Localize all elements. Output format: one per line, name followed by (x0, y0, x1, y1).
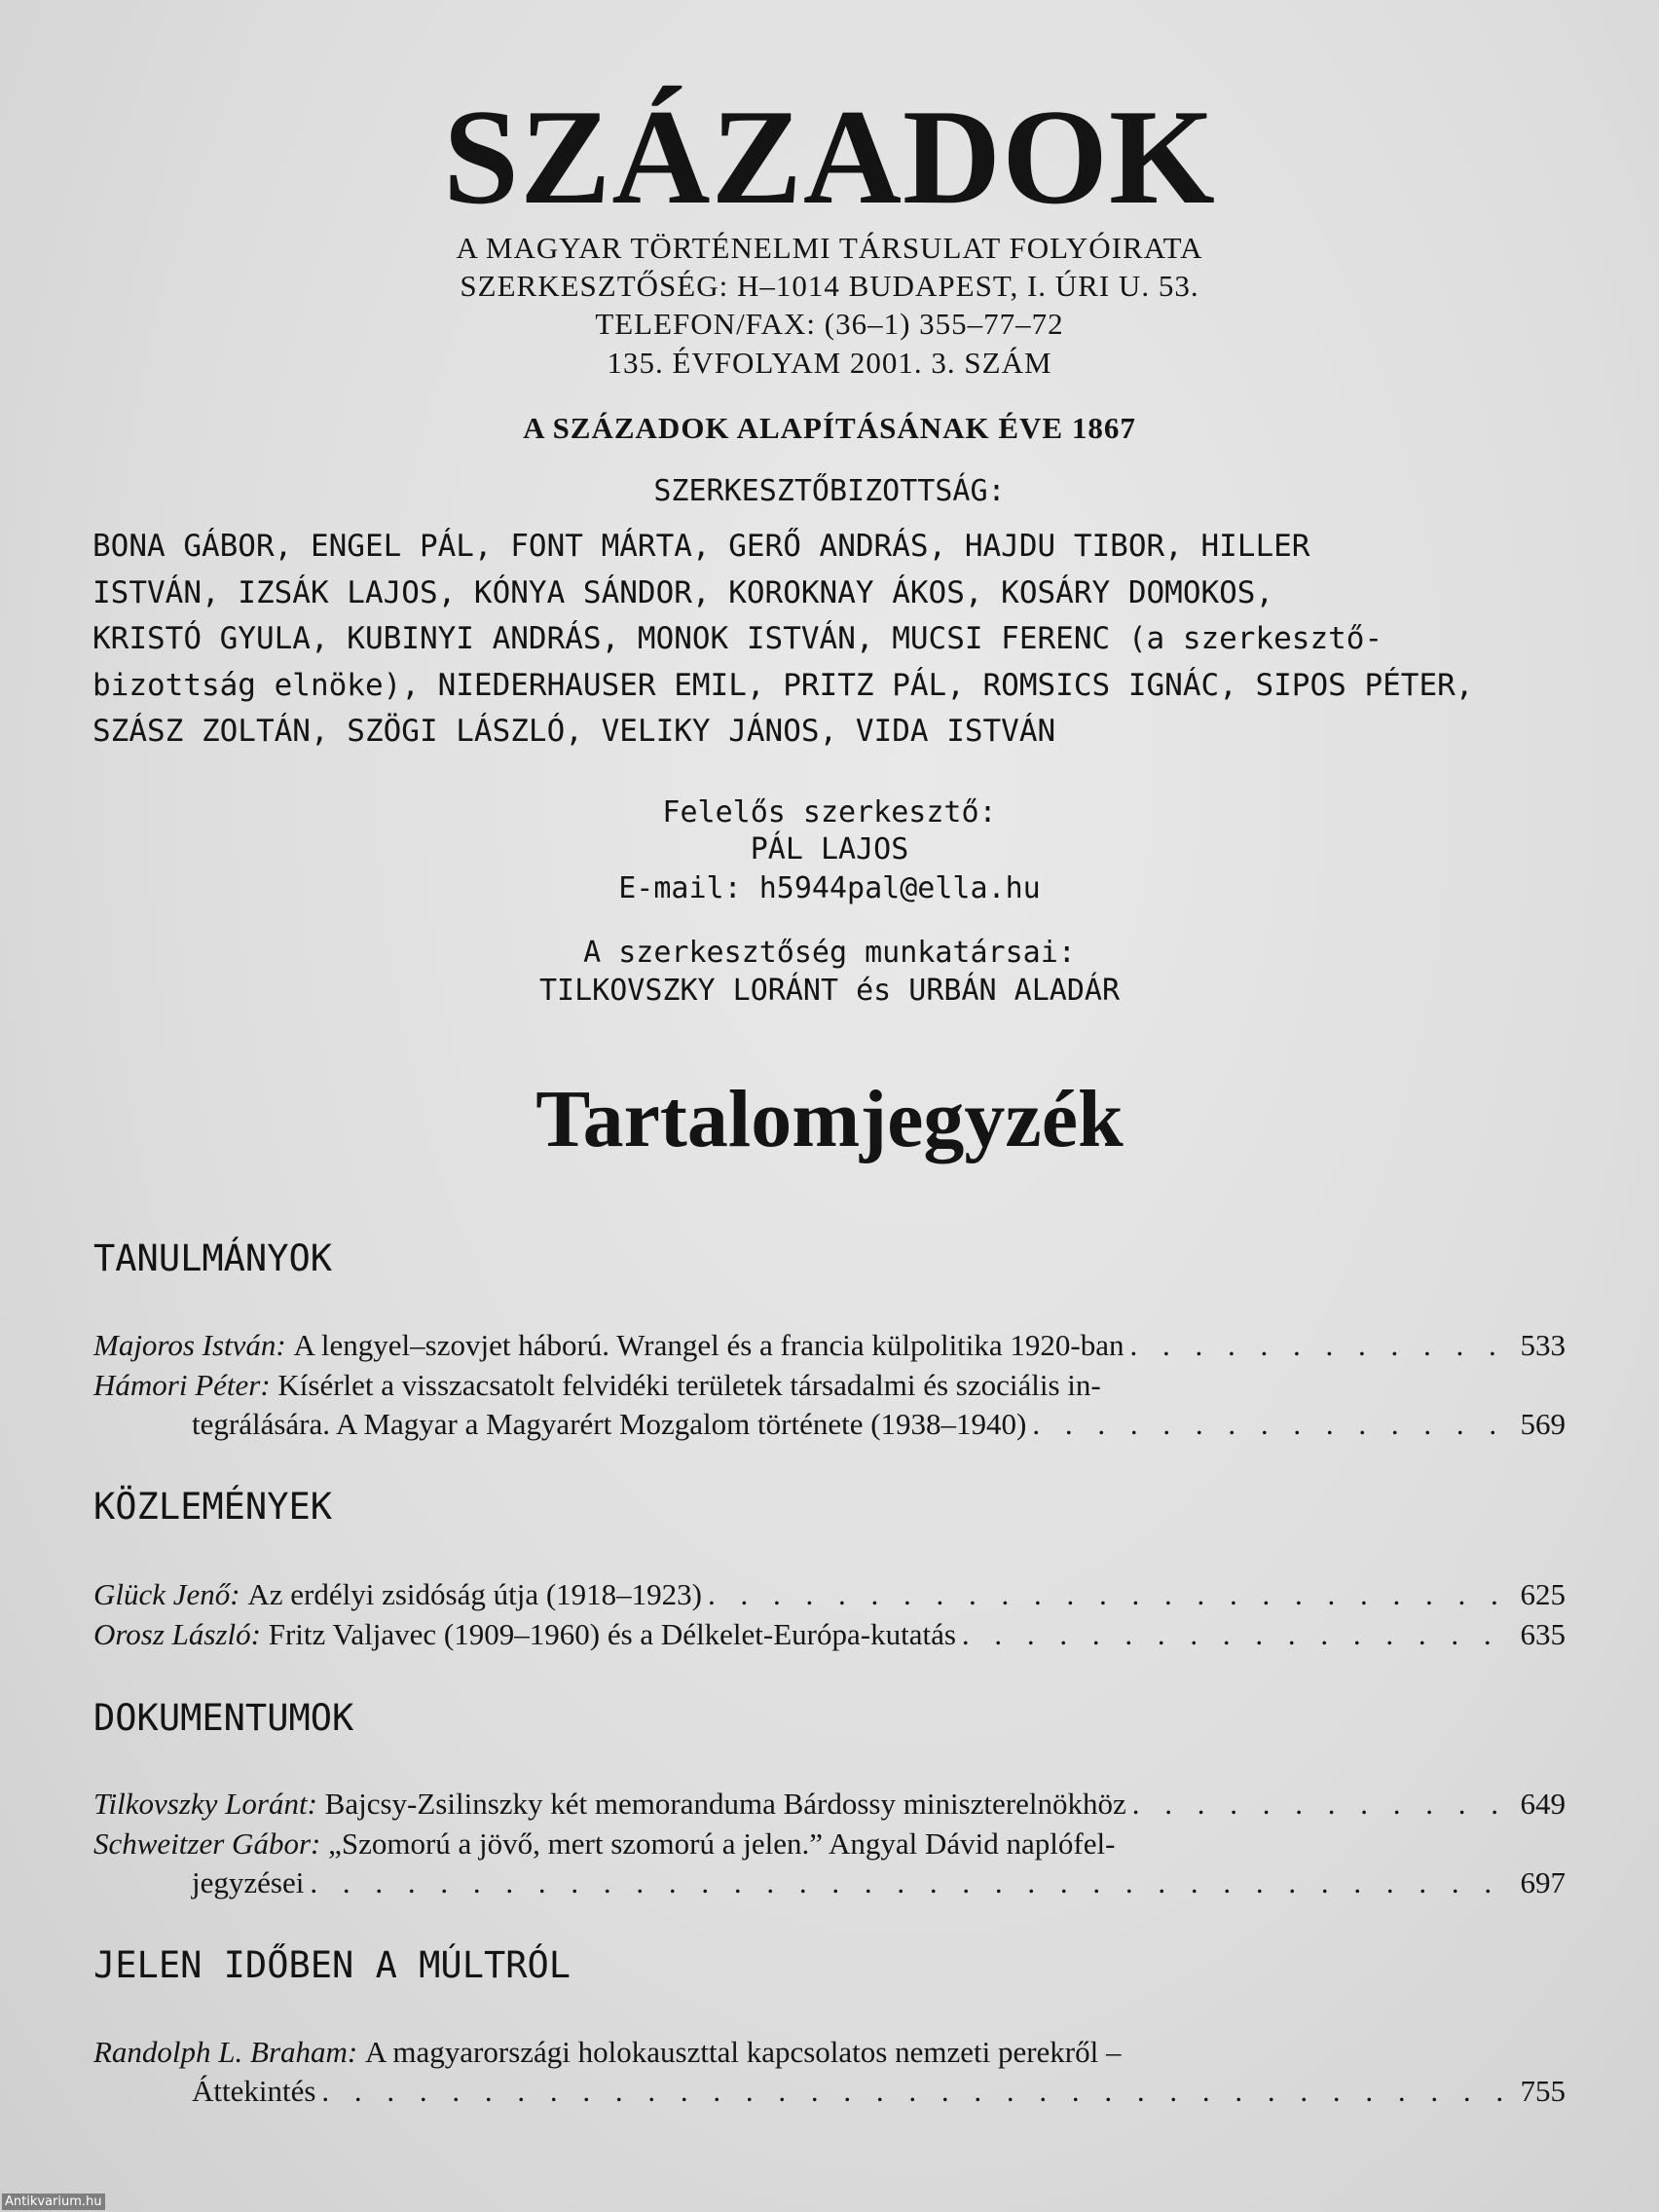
leader-dots (1130, 1326, 1511, 1365)
staff-label: A szerkesztőség munkatársai: (583, 936, 1076, 970)
toc-entry[interactable] (93, 1785, 1566, 1824)
entry-page-number: 625 (1520, 1577, 1566, 1611)
entry-author: Randolph L. Braham: (93, 2035, 358, 2069)
entry-page-number: 533 (1520, 1328, 1566, 1362)
editorial-board-heading: SZERKESZTŐBIZOTTSÁG: (653, 474, 1006, 508)
publisher-line: A MAGYAR TÖRTÉNELMI TÁRSULAT FOLYÓIRATA (456, 231, 1203, 265)
entry-title: Kísérlet a visszacsatolt felvidéki területek társadalmi és szociális in- (277, 1368, 1101, 1402)
entry-title-continued: tegrálására. A Magyar a Magyarért Mozgalom története (1938–1940) (192, 1407, 1027, 1441)
entry-title: A lengyel–szovjet háború. Wrangel és a francia külpolitika 1920-ban (293, 1328, 1124, 1362)
leader-dots (1032, 1405, 1510, 1444)
editor-label: Felelős szerkesztő: (662, 795, 997, 830)
entry-page-number: 649 (1520, 1787, 1566, 1821)
entry-author: Schweitzer Gábor: (93, 1826, 321, 1861)
entry-page-number: 697 (1520, 1865, 1566, 1899)
source-watermark: Antikvarium.hu (2, 2194, 105, 2210)
board-line: KRISTÓ GYULA, KUBINYI ANDRÁS, MONOK ISTVÁN, MUCSI FERENC (a szerkesztő- (92, 621, 1383, 656)
section-heading: TANULMÁNYOK (93, 1237, 333, 1279)
toc-entry[interactable] (93, 2033, 1566, 2072)
entry-author: Hámori Péter: (93, 1368, 271, 1402)
editor-email: E-mail: h5944pal@ella.hu (618, 871, 1041, 905)
entry-title: Fritz Valjavec (1909–1960) és a Délkelet-Európa-kutatás (268, 1617, 956, 1651)
leader-dots (962, 1615, 1511, 1654)
entry-page-number: 635 (1520, 1617, 1566, 1651)
entry-title-continued: jegyzései (192, 1865, 305, 1899)
section-heading: JELEN IDŐBEN A MÚLTRÓL (93, 1944, 571, 1986)
staff-names: TILKOVSZKY LORÁNT és URBÁN ALADÁR (538, 974, 1121, 1008)
entry-title: A magyarországi holokauszttal kapcsolatos nemzeti perekről – (365, 2035, 1122, 2069)
entry-page-number: 569 (1520, 1407, 1566, 1441)
entry-title: „Szomorú a jövő, mert szomorú a jelen.” Angyal Dávid naplófel- (328, 1826, 1116, 1861)
founding-year-line: A SZÁZADOK ALAPÍTÁSÁNAK ÉVE 1867 (523, 411, 1136, 445)
toc-entry-continuation (192, 2072, 1566, 2111)
table-of-contents-title: Tartalomjegyzék (535, 1074, 1124, 1164)
volume-issue: 135. ÉVFOLYAM 2001. 3. SZÁM (607, 346, 1052, 380)
toc-entry[interactable] (93, 1366, 1566, 1405)
journal-title: SZÁZADOK (443, 82, 1216, 233)
editorial-address: SZERKESZTŐSÉG: H–1014 BUDAPEST, I. ÚRI U. 53. (460, 269, 1199, 303)
entry-title: Bajcsy-Zsilinszky két memoranduma Bárdossy miniszterelnökhöz (324, 1787, 1126, 1821)
entry-page-number: 755 (1520, 2074, 1566, 2108)
editor-name: PÁL LAJOS (750, 832, 909, 866)
entry-title-continued: Áttekintés (192, 2074, 316, 2108)
toc-entry[interactable] (93, 1615, 1566, 1654)
toc-entry[interactable] (93, 1575, 1566, 1614)
board-line: SZÁSZ ZOLTÁN, SZÖGI LÁSZLÓ, VELIKY JÁNOS, VIDA ISTVÁN (92, 714, 1056, 749)
leader-dots (310, 1863, 1510, 1902)
section-heading: KÖZLEMÉNYEK (93, 1486, 333, 1528)
entry-title: Az erdélyi zsidóság útja (1918–1923) (247, 1577, 702, 1611)
entry-author: Orosz László: (93, 1617, 261, 1651)
entry-author: Glück Jenő: (93, 1577, 240, 1611)
toc-entry-continuation (192, 1863, 1566, 1902)
board-line: BONA GÁBOR, ENGEL PÁL, FONT MÁRTA, GERŐ ANDRÁS, HAJDU TIBOR, HILLER (92, 529, 1310, 564)
board-line: bizottság elnöke), NIEDERHAUSER EMIL, PRITZ PÁL, ROMSICS IGNÁC, SIPOS PÉTER, (92, 667, 1474, 703)
toc-entry[interactable] (93, 1825, 1566, 1863)
entry-author: Majoros István: (93, 1328, 286, 1362)
editorial-board-list (92, 524, 1567, 756)
leader-dots (321, 2072, 1510, 2111)
toc-entry-continuation (192, 1405, 1566, 1444)
phone-fax: TELEFON/FAX: (36–1) 355–77–72 (595, 307, 1064, 341)
entry-author: Tilkovszky Loránt: (93, 1787, 317, 1821)
leader-dots (1132, 1785, 1511, 1824)
section-heading: DOKUMENTUMOK (93, 1697, 354, 1739)
board-line: ISTVÁN, IZSÁK LAJOS, KÓNYA SÁNDOR, KOROKNAY ÁKOS, KOSÁRY DOMOKOS, (92, 574, 1274, 610)
leader-dots (708, 1575, 1511, 1614)
toc-entry[interactable] (93, 1326, 1566, 1365)
